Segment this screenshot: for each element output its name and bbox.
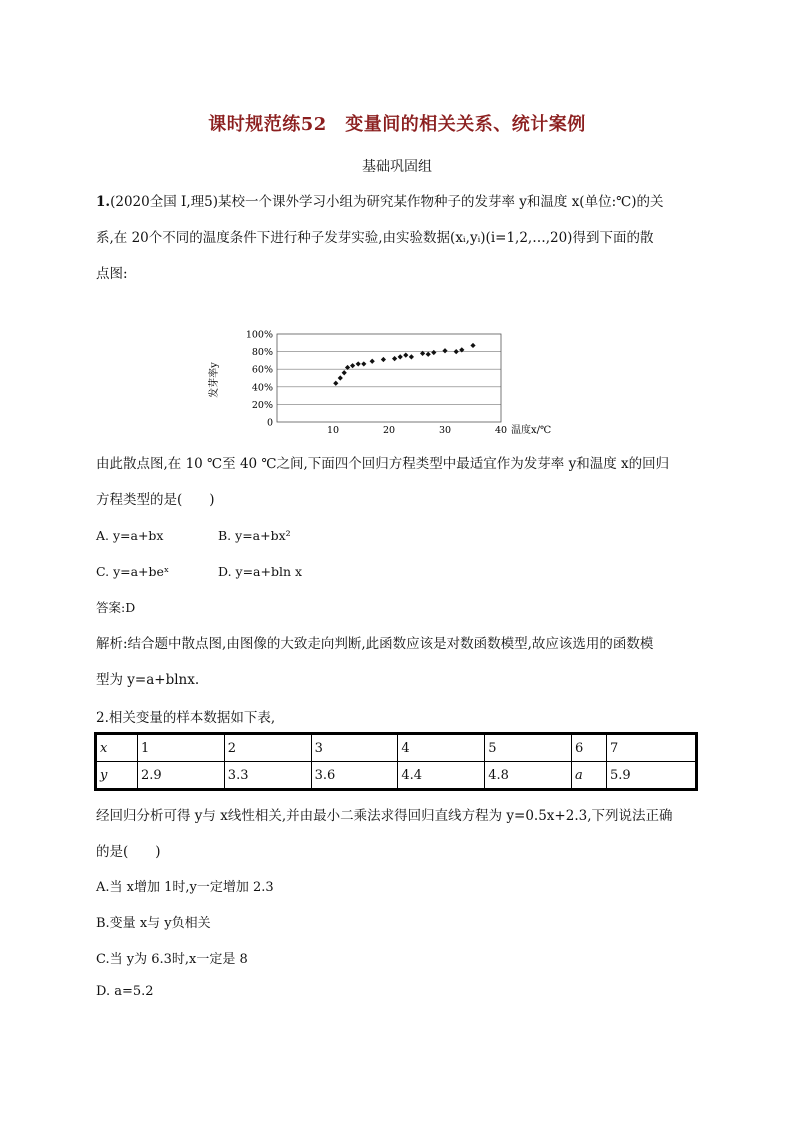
chart-point bbox=[409, 354, 414, 359]
chart-ytick-label: 60% bbox=[251, 364, 273, 376]
table-cell: 3.3 bbox=[224, 762, 311, 790]
chart-point bbox=[454, 349, 459, 354]
table-cell: 1 bbox=[138, 734, 225, 762]
chart-xtick-label: 20 bbox=[382, 425, 396, 436]
chart-point bbox=[431, 350, 436, 355]
table-cell: 3.6 bbox=[311, 762, 398, 790]
q2-intro: 2.相关变量的样本数据如下表, bbox=[96, 710, 276, 726]
chart-xtick-label: 10 bbox=[326, 425, 340, 436]
q1-option-a: A. y=a+bx bbox=[96, 528, 164, 543]
chart-point bbox=[392, 356, 397, 361]
q2-option-d: D. a=5.2 bbox=[96, 984, 154, 999]
chart-ytick-label: 40% bbox=[251, 382, 273, 394]
q1-answer: 答案:D bbox=[96, 600, 136, 615]
chart-point bbox=[338, 375, 343, 380]
table-cell: y bbox=[96, 762, 138, 790]
page-title: 课时规范练52 变量间的相关关系、统计案例 bbox=[208, 114, 586, 135]
q1-analysis-line2: 型为 y=a+blnx. bbox=[96, 672, 200, 688]
table-cell: a bbox=[571, 762, 606, 790]
q1-options-row2 bbox=[96, 564, 302, 579]
table-cell: 5.9 bbox=[606, 762, 696, 790]
q2-option-c: C.当 y为 6.3时,x一定是 8 bbox=[96, 952, 248, 967]
chart-ytick-label: 0 bbox=[266, 417, 273, 429]
chart-grid bbox=[277, 352, 501, 405]
q1-after-line2: 方程类型的是( ) bbox=[96, 492, 215, 508]
chart-point bbox=[370, 359, 375, 364]
chart-point bbox=[342, 370, 347, 375]
q1-line1 bbox=[96, 190, 664, 210]
table-cell: 7 bbox=[606, 734, 696, 762]
table-cell: 2.9 bbox=[138, 762, 225, 790]
chart-point bbox=[442, 348, 447, 353]
chart-point bbox=[470, 343, 475, 348]
chart-point bbox=[333, 381, 338, 386]
q1-number: 1. bbox=[96, 194, 111, 210]
q1-text-line1: (2020全国 Ⅰ,理5)某校一个课外学习小组为研究某作物种子的发芽率 y和温度 x(单位:℃)的关 bbox=[110, 194, 664, 210]
q2-after-line1: 经回归分析可得 y与 x线性相关,并由最小二乘法求得回归直线方程为 y=0.5x+2.3,下列说法正确 bbox=[96, 808, 673, 824]
chart-point bbox=[350, 363, 355, 368]
chart-point bbox=[356, 361, 361, 366]
table-cell: 3 bbox=[311, 734, 398, 762]
q2-option-a: A.当 x增加 1时,y一定增加 2.3 bbox=[96, 880, 274, 895]
q2-data-table bbox=[94, 732, 698, 791]
chart-point bbox=[403, 353, 408, 358]
q1-after-line1: 由此散点图,在 10 ℃至 40 ℃之间,下面四个回归方程类型中最适宜作为发芽率 y和温度 x的回归 bbox=[96, 456, 670, 472]
chart-point bbox=[398, 354, 403, 359]
q2-option-b: B.变量 x与 y负相关 bbox=[96, 916, 211, 931]
chart-xtick-label: 40 bbox=[494, 425, 508, 436]
q1-analysis-line1: 解析:结合题中散点图,由图像的大致走向判断,此函数应该是对数函数模型,故应该选用的函数模 bbox=[96, 636, 654, 652]
scatter-chart bbox=[205, 322, 565, 442]
chart-plot-border bbox=[277, 334, 501, 422]
q1-text-line2: 系,在 20个不同的温度条件下进行种子发芽实验,由实验数据(xᵢ,yᵢ)(i=1,2,…,20)得到下面的散 bbox=[96, 230, 654, 246]
table-cell: 4.8 bbox=[485, 762, 572, 790]
chart-ylabel: 发芽率y bbox=[209, 362, 220, 398]
q1-option-b: B. y=a+bx² bbox=[218, 528, 291, 543]
chart-point bbox=[361, 361, 366, 366]
chart-ytick-label: 100% bbox=[245, 329, 273, 341]
q1-options-row1 bbox=[96, 528, 291, 543]
table-cell: 5 bbox=[485, 734, 572, 762]
table-cell: 4.4 bbox=[398, 762, 485, 790]
chart-ytick-label: 20% bbox=[251, 399, 273, 411]
table-cell: 2 bbox=[224, 734, 311, 762]
chart-point bbox=[381, 357, 386, 362]
table-cell: 6 bbox=[571, 734, 606, 762]
chart-points bbox=[333, 343, 475, 386]
chart-xlabel: 温度x/℃ bbox=[511, 425, 552, 436]
section-subtitle: 基础巩固组 bbox=[362, 159, 432, 175]
chart-ytick-label: 80% bbox=[251, 347, 273, 359]
table-cell: 4 bbox=[398, 734, 485, 762]
table-row-x bbox=[96, 734, 697, 762]
q2-after-line2: 的是( ) bbox=[96, 844, 161, 860]
q1-option-d: D. y=a+bln x bbox=[218, 564, 303, 579]
q1-option-c: C. y=a+beˣ bbox=[96, 564, 170, 579]
chart-axes bbox=[246, 330, 507, 437]
table-cell: x bbox=[96, 734, 138, 762]
chart-xtick-label: 30 bbox=[438, 425, 452, 436]
q1-text-line3: 点图: bbox=[96, 266, 128, 282]
table-row-y bbox=[96, 762, 697, 790]
chart-point bbox=[426, 352, 431, 357]
